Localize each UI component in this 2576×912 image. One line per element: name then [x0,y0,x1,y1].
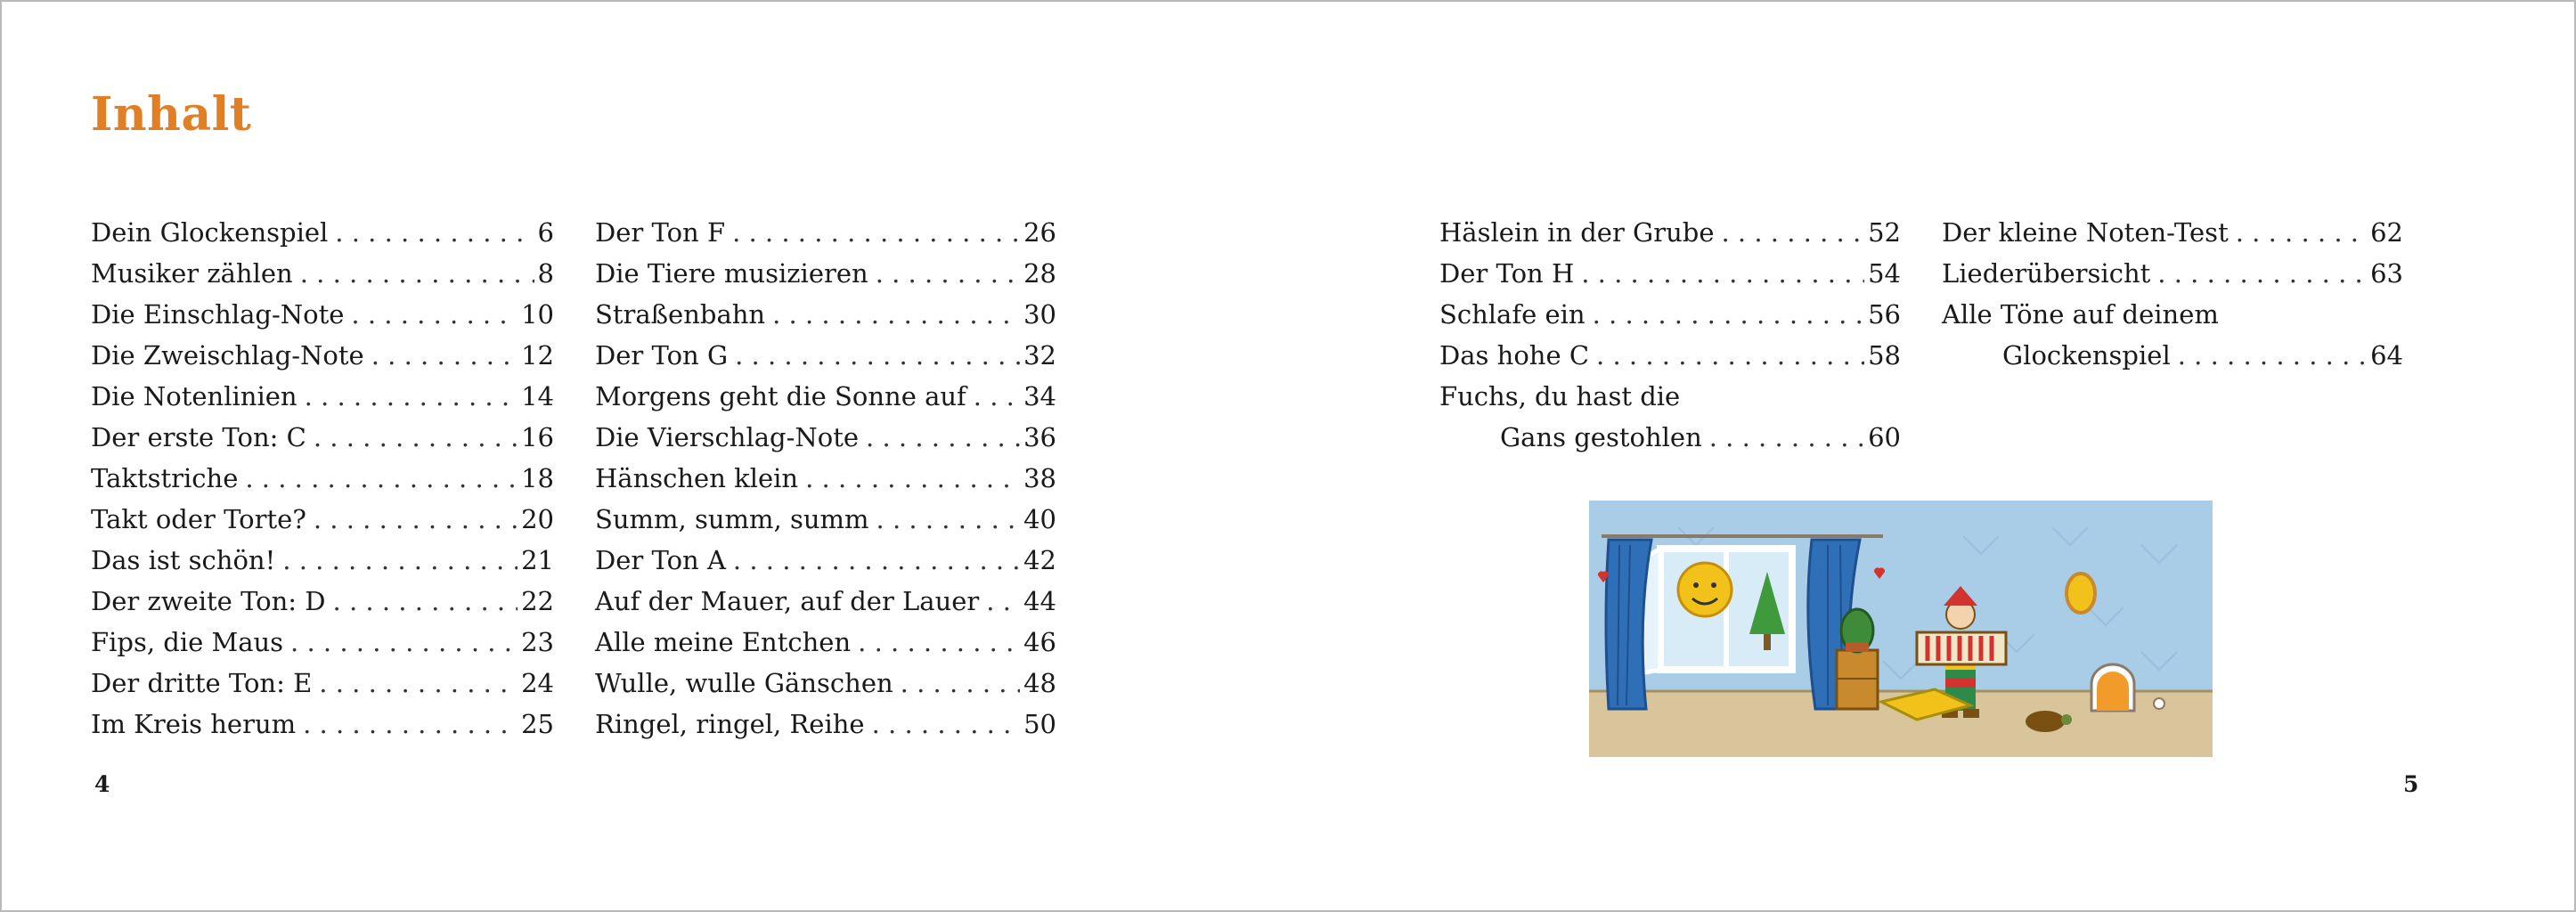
dot-leader [732,212,1020,253]
toc-column-3 [1439,212,1901,458]
dot-leader [876,499,1021,540]
toc-entry [1942,212,2403,253]
dot-leader [1709,417,1864,458]
toc-entry [595,253,1056,294]
toc-entry [91,294,554,335]
dot-leader [319,663,518,704]
toc-entry-page: 14 [521,381,554,411]
toc-entry [595,294,1056,335]
room-illustration [1589,501,2213,757]
toc-entry [91,581,554,622]
toc-entry [1439,294,1901,335]
toc-entry-title: Der zweite Ton: D [91,586,326,616]
toc-entry [91,622,554,663]
toc-entry-page: 64 [2370,340,2403,370]
toc-entry [91,458,554,499]
toc-entry-title: Der Ton H [1439,258,1575,289]
toc-column-2 [595,212,1056,745]
toc-entry-title: Morgens geht die Sonne auf [595,381,966,411]
toc-entry [91,335,554,376]
toc-entry-page: 52 [1868,217,1901,248]
toc-entry-title: Liederübersicht [1942,258,2151,289]
toc-entry-title: Der erste Ton: C [91,422,306,452]
toc-entry-page: 16 [521,422,554,452]
toc-entry-page: 12 [521,340,554,370]
dot-leader [314,499,518,540]
dot-leader [986,581,1020,622]
toc-column-1 [91,212,554,745]
toc-entry [91,417,554,458]
toc-entry-page: 36 [1023,422,1056,452]
dot-leader [1596,335,1864,376]
toc-entry [91,540,554,581]
dot-leader [974,376,1020,417]
toc-entry-page: 46 [1023,627,1056,657]
toc-entry-page: 21 [521,545,554,575]
toc-entry [91,212,554,253]
toc-entry [1439,253,1901,294]
dot-leader [735,335,1020,376]
dot-leader [282,540,518,581]
toc-entry-title: Häslein in der Grube [1439,217,1715,248]
toc-entry-title: Takt oder Torte? [91,504,306,534]
toc-entry-title: Der Ton A [595,545,726,575]
toc-entry-page: 38 [1023,463,1056,493]
toc-entry-page: 24 [521,668,554,698]
toc-entry [1942,253,2403,294]
toc-entry-title: Der dritte Ton: E [91,668,313,698]
dot-leader [1593,294,1865,335]
dot-leader [858,622,1020,663]
toc-entry-page: 40 [1023,504,1056,534]
toc-entry-page: 6 [537,217,554,248]
page-title: Inhalt [91,87,252,142]
toc-entry-page: 60 [1868,422,1901,452]
dot-leader [733,540,1020,581]
toc-entry-title: Hänschen klein [595,463,799,493]
toc-column-4 [1942,212,2403,376]
toc-entry [595,335,1056,376]
toc-entry-page: 18 [521,463,554,493]
dot-leader [872,704,1021,745]
toc-entry [91,253,554,294]
toc-entry-page: 54 [1868,258,1901,289]
toc-entry [595,540,1056,581]
toc-entry-title: Das ist schön! [91,545,276,575]
toc-entry-page: 22 [521,586,554,616]
toc-entry [595,458,1056,499]
dot-leader [901,663,1020,704]
dot-leader [335,212,534,253]
dot-leader [1581,253,1864,294]
dot-leader [1721,212,1864,253]
toc-entry [91,704,554,745]
toc-entry [1439,212,1901,253]
toc-entry-title: Alle Töne auf deinem [1942,299,2219,330]
toc-entry [595,499,1056,540]
room-scene-image [1589,501,2213,757]
toc-entry-title: Fuchs, du hast die [1439,381,1681,411]
toc-entry [595,212,1056,253]
dot-leader [805,458,1020,499]
toc-entry [91,499,554,540]
toc-entry-title: Die Notenlinien [91,381,298,411]
toc-entry [1942,335,2403,376]
dot-leader [333,581,518,622]
toc-entry-title: Dein Glockenspiel [91,217,329,248]
toc-entry-title: Schlafe ein [1439,299,1586,330]
toc-entry-title: Die Vierschlag-Note [595,422,860,452]
toc-entry-title: Straßenbahn [595,299,766,330]
toc-entry [595,663,1056,704]
toc-entry-title-continuation: Gans gestohlen [1500,422,1702,452]
dot-leader [2178,335,2367,376]
dot-leader [876,253,1020,294]
toc-entry-page: 48 [1023,668,1056,698]
dot-leader [290,622,518,663]
dot-leader [866,417,1020,458]
toc-entry [91,376,554,417]
toc-entry-title-continuation: Glockenspiel [2002,340,2171,370]
dot-leader [314,417,518,458]
toc-entry-page: 56 [1868,299,1901,330]
toc-entry-page: 23 [521,627,554,657]
toc-entry-page: 34 [1023,381,1056,411]
toc-entry-page: 42 [1023,545,1056,575]
toc-entry-page: 50 [1023,709,1056,739]
dot-leader [772,294,1020,335]
dot-leader [2236,212,2367,253]
toc-entry [595,704,1056,745]
toc-entry-page: 28 [1023,258,1056,289]
toc-entry-title: Der Ton F [595,217,726,248]
toc-entry-title: Alle meine Entchen [595,627,852,657]
dot-leader [371,335,518,376]
toc-entry-page: 30 [1023,299,1056,330]
dot-leader [303,704,518,745]
toc-entry-page: 10 [521,299,554,330]
toc-entry-page: 20 [521,504,554,534]
toc-entry-title: Die Zweischlag-Note [91,340,364,370]
toc-entry [595,622,1056,663]
dot-leader [305,376,518,417]
toc-entry-title: Summ, summ, summ [595,504,869,534]
toc-entry-title: Die Einschlag-Note [91,299,345,330]
dot-leader [245,458,518,499]
toc-entry-title: Die Tiere musizieren [595,258,868,289]
toc-entry-title: Fips, die Maus [91,627,284,657]
page-number-left: 4 [94,771,110,797]
toc-entry-title: Im Kreis herum [91,709,297,739]
toc-entry-page: 26 [1023,217,1056,248]
dot-leader [351,294,518,335]
toc-entry-page: 62 [2370,217,2403,248]
toc-entry [91,663,554,704]
toc-entry-page: 25 [521,709,554,739]
toc-entry-title: Musiker zählen [91,258,293,289]
toc-entry-page: 44 [1023,586,1056,616]
toc-entry-title: Wulle, wulle Gänschen [595,668,893,698]
toc-entry-title-line [1439,376,1901,417]
page-number-right: 5 [2403,771,2419,797]
toc-entry [1439,417,1901,458]
toc-entry-page: 63 [2370,258,2403,289]
toc-entry-title: Der kleine Noten-Test [1942,217,2229,248]
toc-entry-page: 32 [1023,340,1056,370]
toc-entry [595,376,1056,417]
toc-entry-title: Ringel, ringel, Reihe [595,709,865,739]
toc-entry [595,581,1056,622]
toc-entry-title-line [1942,294,2403,335]
toc-entry-title: Auf der Mauer, auf der Lauer [595,586,980,616]
toc-entry-title: Der Ton G [595,340,729,370]
toc-entry [595,417,1056,458]
toc-entry-page: 58 [1868,340,1901,370]
toc-entry-title: Das hohe C [1439,340,1590,370]
toc-entry-title: Taktstriche [91,463,239,493]
dot-leader [2157,253,2367,294]
dot-leader [300,253,534,294]
toc-entry [1439,335,1901,376]
toc-entry-page: 8 [537,258,554,289]
